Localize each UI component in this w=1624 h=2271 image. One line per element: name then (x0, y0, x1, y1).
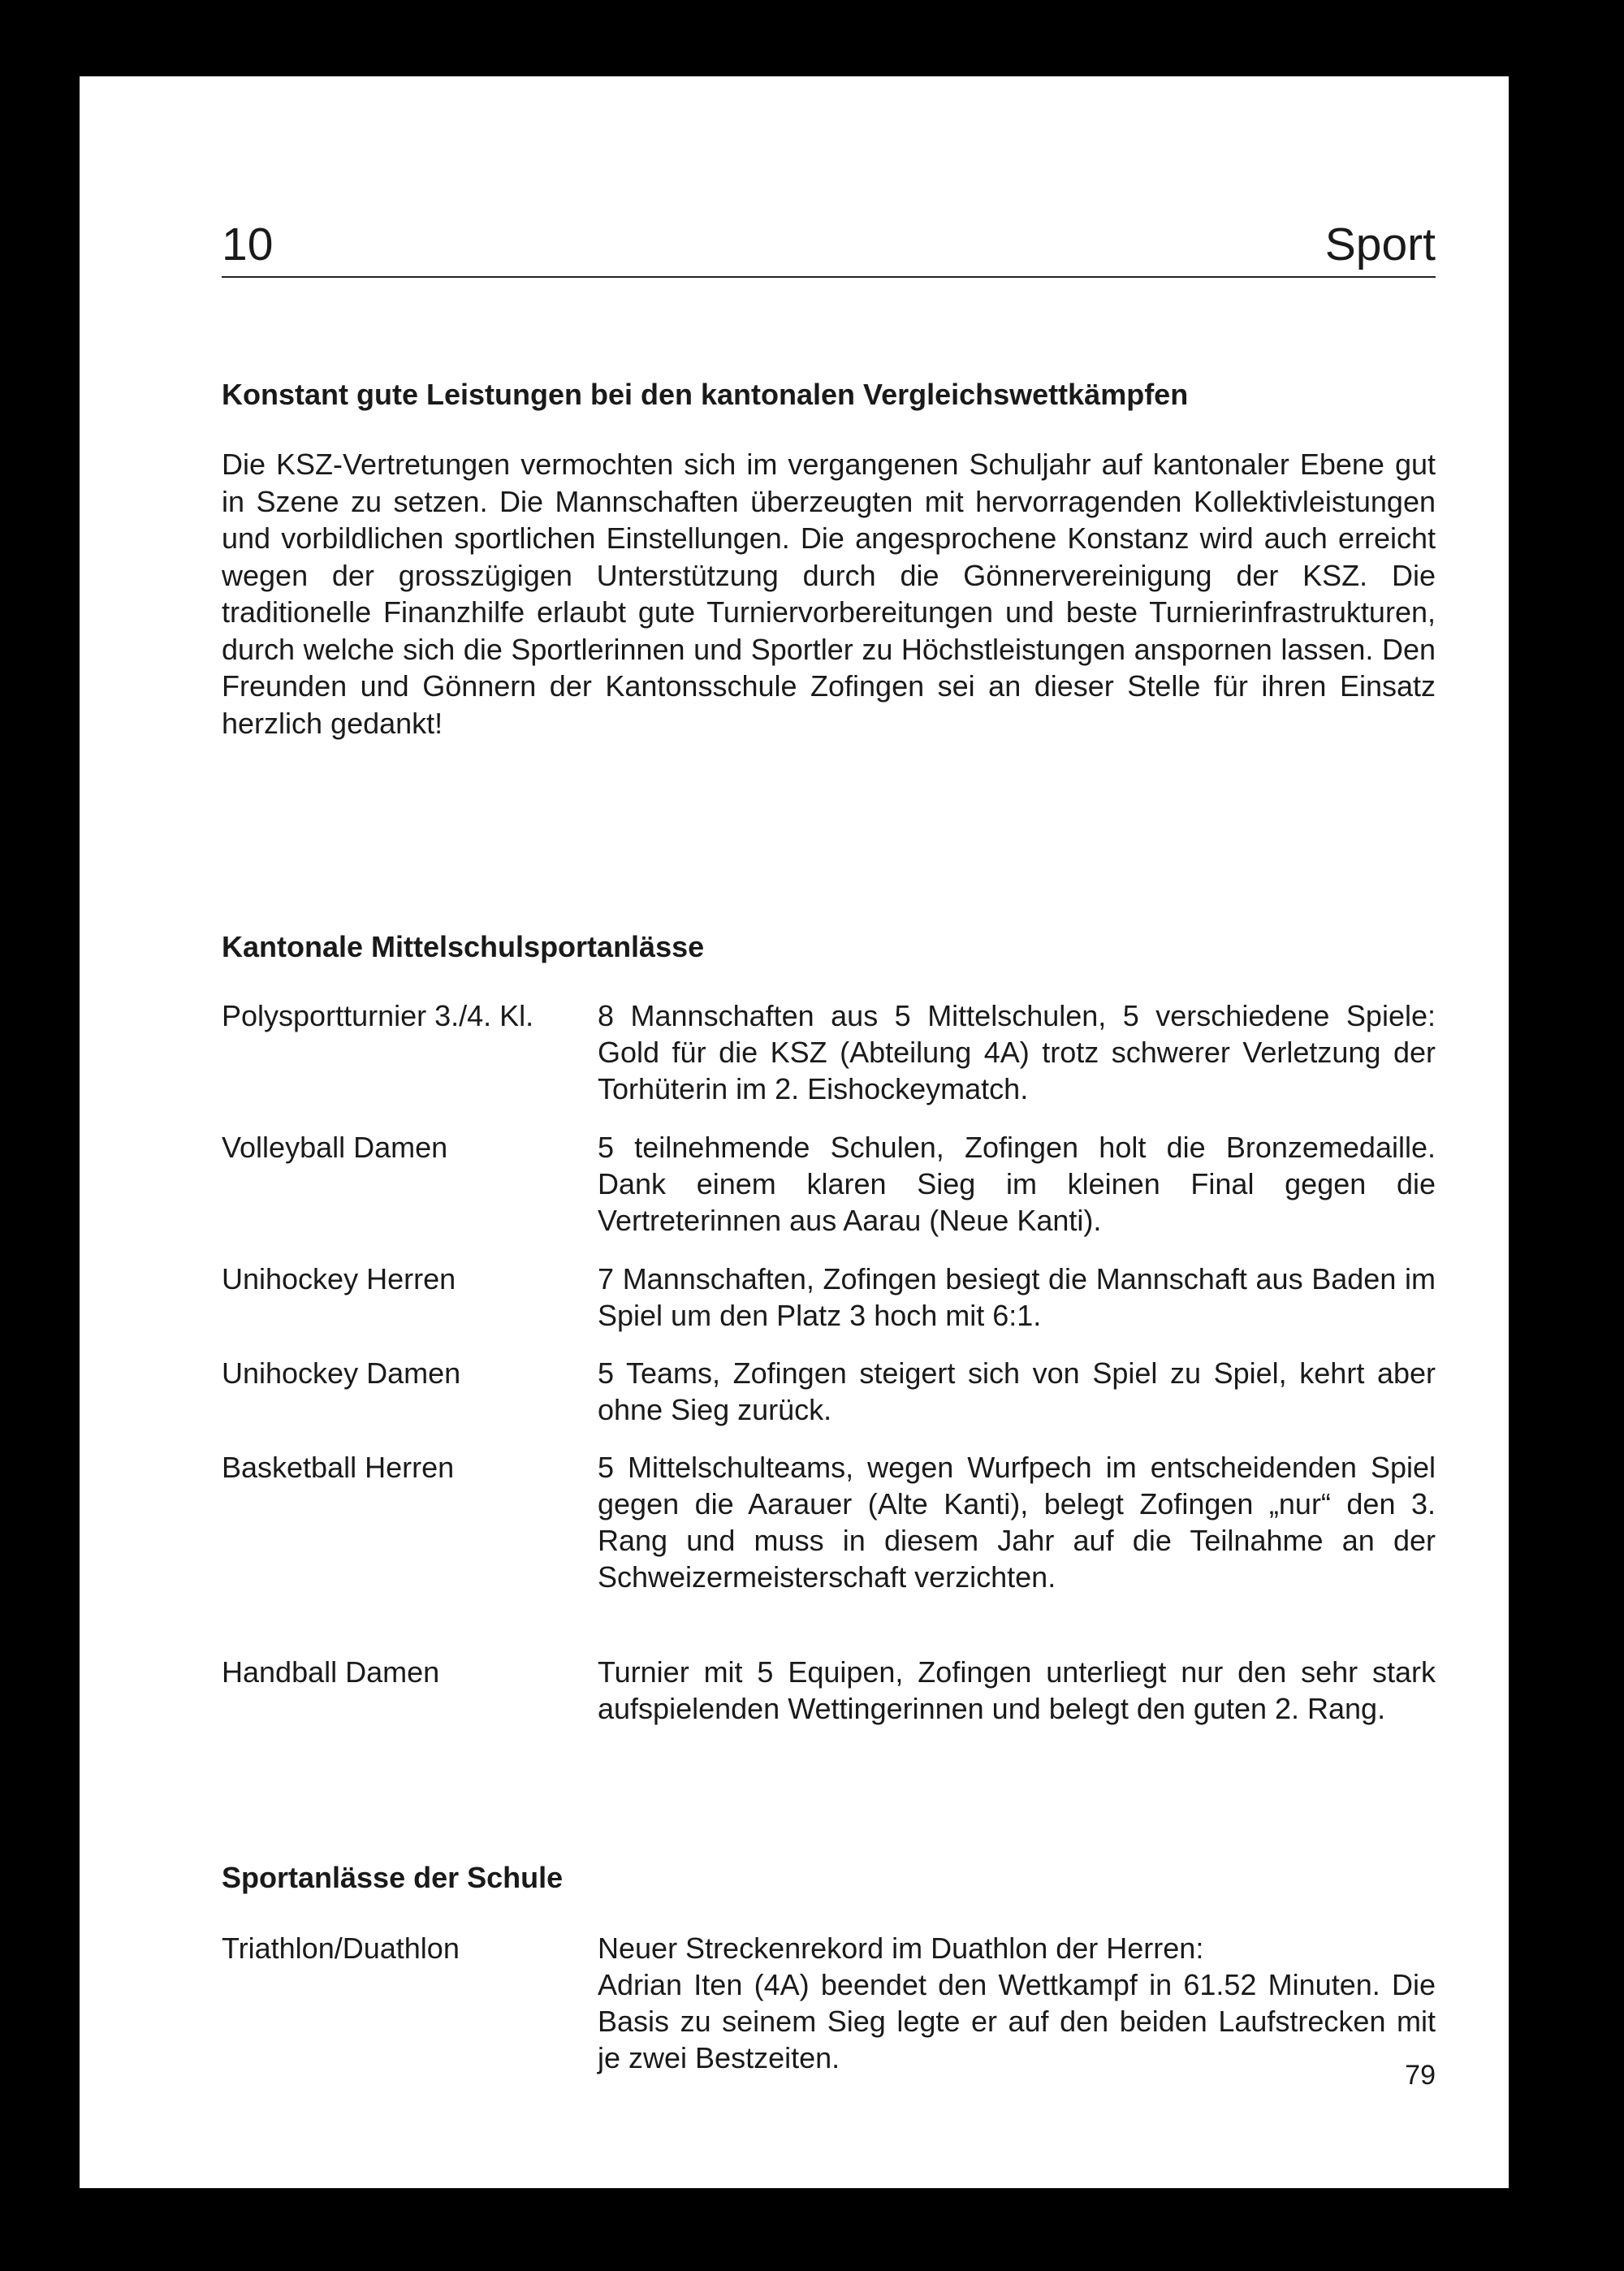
document-page (80, 76, 1509, 2188)
event-description: 5 Teams, Zofingen steigert sich von Spiel zu Spiel, kehrt aber ohne Sieg zurück. (598, 1356, 1436, 1426)
event-description: 8 Mannschaften aus 5 Mittelschulen, 5 verschiedene Spiele: Gold für die KSZ (Abteilung 4A) trotz schwerer Verletzung der Torhüterin im 2. Eishockeymatch. (598, 999, 1436, 1105)
chapter-header (222, 218, 1436, 278)
event-label: Basketball Herren (222, 1451, 455, 1484)
event-label: Volleyball Damen (222, 1131, 448, 1164)
event-description (598, 1930, 1436, 2076)
intro-paragraph: Die KSZ-Vertretungen vermochten sich im vergangenen Schuljahr auf kantonaler Ebene gut in Szene zu setzen. Die Mannschaften überzeugten mit hervorragenden Kollektivleistungen und vorbildlichen sportlichen Einstellungen. Die angesprochene Konstanz wird auch erreicht wegen der grosszügigen Unterstützung durch die Gönnervereinigung der KSZ. Die traditionelle Finanzhilfe erlaubt gute Turniervorbereitungen und beste Turnierinfrastrukturen, durch welche sich die Sportlerinnen und Sportler zu Höchstleistungen anspornen lassen. Den Freunden und Gönnern der Kantonsschule Zofingen sei an dieser Stelle für ihren Einsatz herzlich gedankt! (222, 448, 1436, 740)
event-label: Unihockey Damen (222, 1356, 461, 1390)
section-heading-performance: Konstant gute Leistungen bei den kantonalen Vergleichswettkämpfen (222, 378, 1189, 411)
chapter-number: 10 (222, 218, 274, 270)
event-label: Unihockey Herren (222, 1262, 456, 1296)
section-heading-school-events: Sportanlässe der Schule (222, 1861, 564, 1894)
section-heading-cantonal-events: Kantonale Mittelschulsportanlässe (222, 930, 705, 963)
event-description-rest: Adrian Iten (4A) beendet den Wettkampf in 61.52 Minuten. Die Basis zu seinem Sieg legte er auf den beiden Laufstrecken mit je zwei Bestzeiten. (598, 1968, 1436, 2074)
page-number: 79 (1405, 2060, 1436, 2091)
event-description: 5 Mittelschulteams, wegen Wurfpech im entscheidenden Spiel gegen die Aarauer (Alte Kanti), belegt Zofingen „nur“ den 3. Rang und muss in diesem Jahr auf die Teilnahme an der Schweizermeisterschaft verzichten. (598, 1451, 1436, 1594)
event-description: Turnier mit 5 Equipen, Zofingen unterliegt nur den sehr stark aufspielenden Wettingerinnen und belegt den guten 2. Rang. (598, 1655, 1436, 1725)
event-label: Triathlon/Duathlon (222, 1931, 460, 1965)
event-description-first-line: Neuer Streckenrekord im Duathlon der Herren: (598, 1931, 1204, 1965)
event-label: Polysportturnier 3./4. Kl. (222, 999, 534, 1032)
event-description: 7 Mannschaften, Zofingen besiegt die Mannschaft aus Baden im Spiel um den Platz 3 hoch mit 6:1. (598, 1262, 1436, 1332)
chapter-title: Sport (1324, 218, 1436, 270)
event-label: Handball Damen (222, 1655, 440, 1689)
event-description: 5 teilnehmende Schulen, Zofingen holt die Bronzemedaille. Dank einem klaren Sieg im kleinen Final gegen die Vertreterinnen aus Aarau (Neue Kanti). (598, 1131, 1436, 1237)
